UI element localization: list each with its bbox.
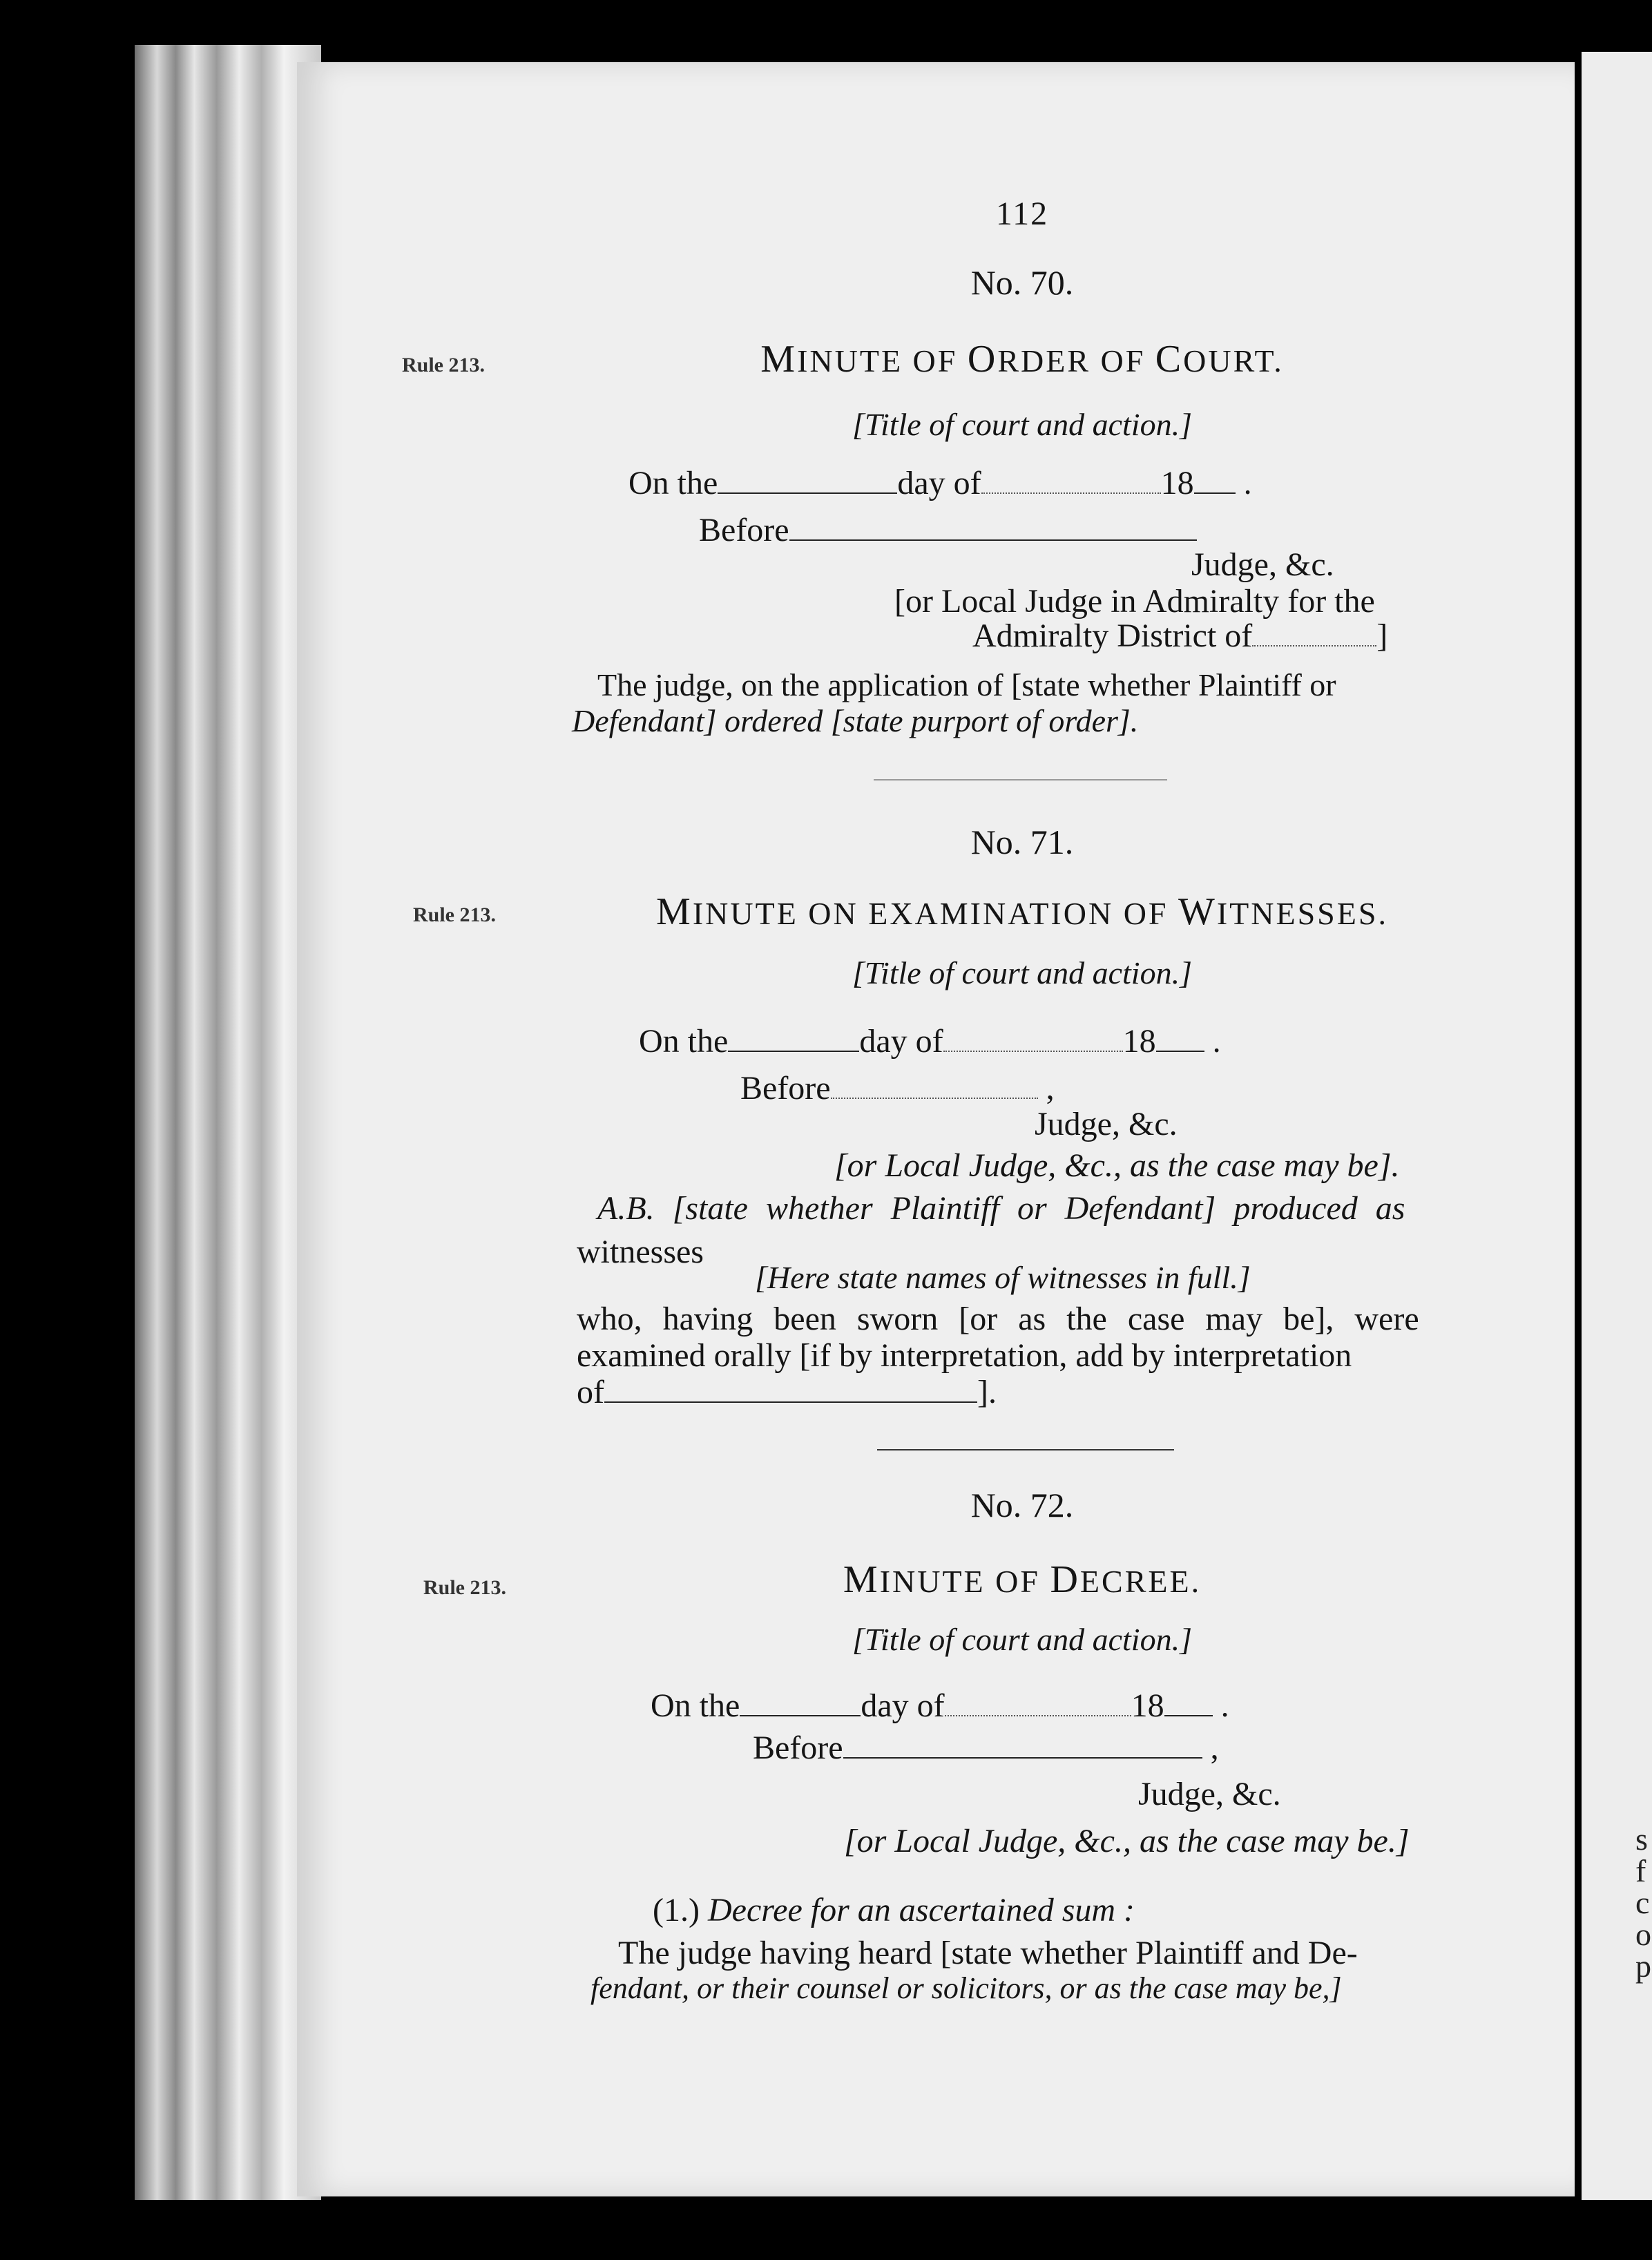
form-70-body-1: The judge, on the application of [state whether Plaintiff or [597, 667, 1336, 702]
form-72-alternative-1: [or Local Judge, &c., as the case may be.] [844, 1823, 1410, 1859]
form-70-alternative-1: [or Local Judge in Admiralty for the [894, 583, 1375, 620]
form-72-title-line: [Title of court and action.] [852, 1622, 1192, 1657]
form-72-heading: MINUTE OF DECREE. [843, 1558, 1202, 1601]
form-71-date-line: On the day of 18 . [639, 1023, 1221, 1060]
form-72-date-line: On the day of 18 . [651, 1687, 1229, 1724]
form-71-body-3: [Here state names of witnesses in full.] [755, 1260, 1251, 1295]
book-page-edges [135, 45, 321, 2200]
form-70-alternative-2: Admiralty District of ] [972, 617, 1388, 654]
form-70-rule: Rule 213. [402, 354, 485, 376]
form-72-rule: Rule 213. [423, 1576, 506, 1599]
form-70-date-line: On the day of 18 . [628, 465, 1252, 501]
separator [874, 779, 1167, 781]
next-page-letters: s f c o p [1635, 1821, 1651, 1984]
form-72-subsection: (1.) Decree for an ascertained sum : [653, 1892, 1135, 1928]
form-70-heading: MINUTE OF ORDER OF COURT. [760, 338, 1284, 381]
form-71-number: No. 71. [970, 823, 1074, 861]
form-72-before-line: Before , [753, 1730, 1219, 1766]
form-71-rule: Rule 213. [413, 903, 496, 926]
page [297, 62, 1575, 2196]
separator [877, 1449, 1174, 1450]
form-72-judge: Judge, &c. [1138, 1776, 1281, 1812]
form-71-body-5: examined orally [if by interpretation, add by interpretation [577, 1337, 1352, 1374]
form-71-body-4: who, having been sworn [or as the case may be], were [577, 1301, 1419, 1337]
form-71-body-6: of ]. [577, 1374, 997, 1410]
form-71-before-line: Before , [740, 1070, 1055, 1107]
form-71-alternative-1: [or Local Judge, &c., as the case may be]. [834, 1147, 1400, 1184]
form-70-number: No. 70. [970, 263, 1074, 302]
form-71-judge: Judge, &c. [1035, 1106, 1178, 1142]
form-72-body-2: fendant, or their counsel or solicitors, or as the case may be,] [590, 1971, 1342, 2005]
form-71-heading: MINUTE ON EXAMINATION OF WITNESSES. [656, 890, 1388, 933]
form-70-title-line: [Title of court and action.] [852, 407, 1192, 442]
form-71-title-line: [Title of court and action.] [852, 955, 1192, 990]
form-71-body-2: witnesses [577, 1234, 704, 1270]
form-70-body-2: Defendant] ordered [state purport of order]. [572, 703, 1139, 738]
form-71-body-1: A.B. [state whether Plaintiff or Defendant] produced as [597, 1190, 1405, 1227]
page-number: 112 [995, 195, 1049, 232]
form-70-before-line: Before [699, 511, 1197, 549]
form-72-number: No. 72. [970, 1486, 1074, 1524]
form-70-judge: Judge, &c. [1191, 546, 1334, 583]
form-72-body-1: The judge having heard [state whether Plaintiff and De- [618, 1935, 1358, 1971]
